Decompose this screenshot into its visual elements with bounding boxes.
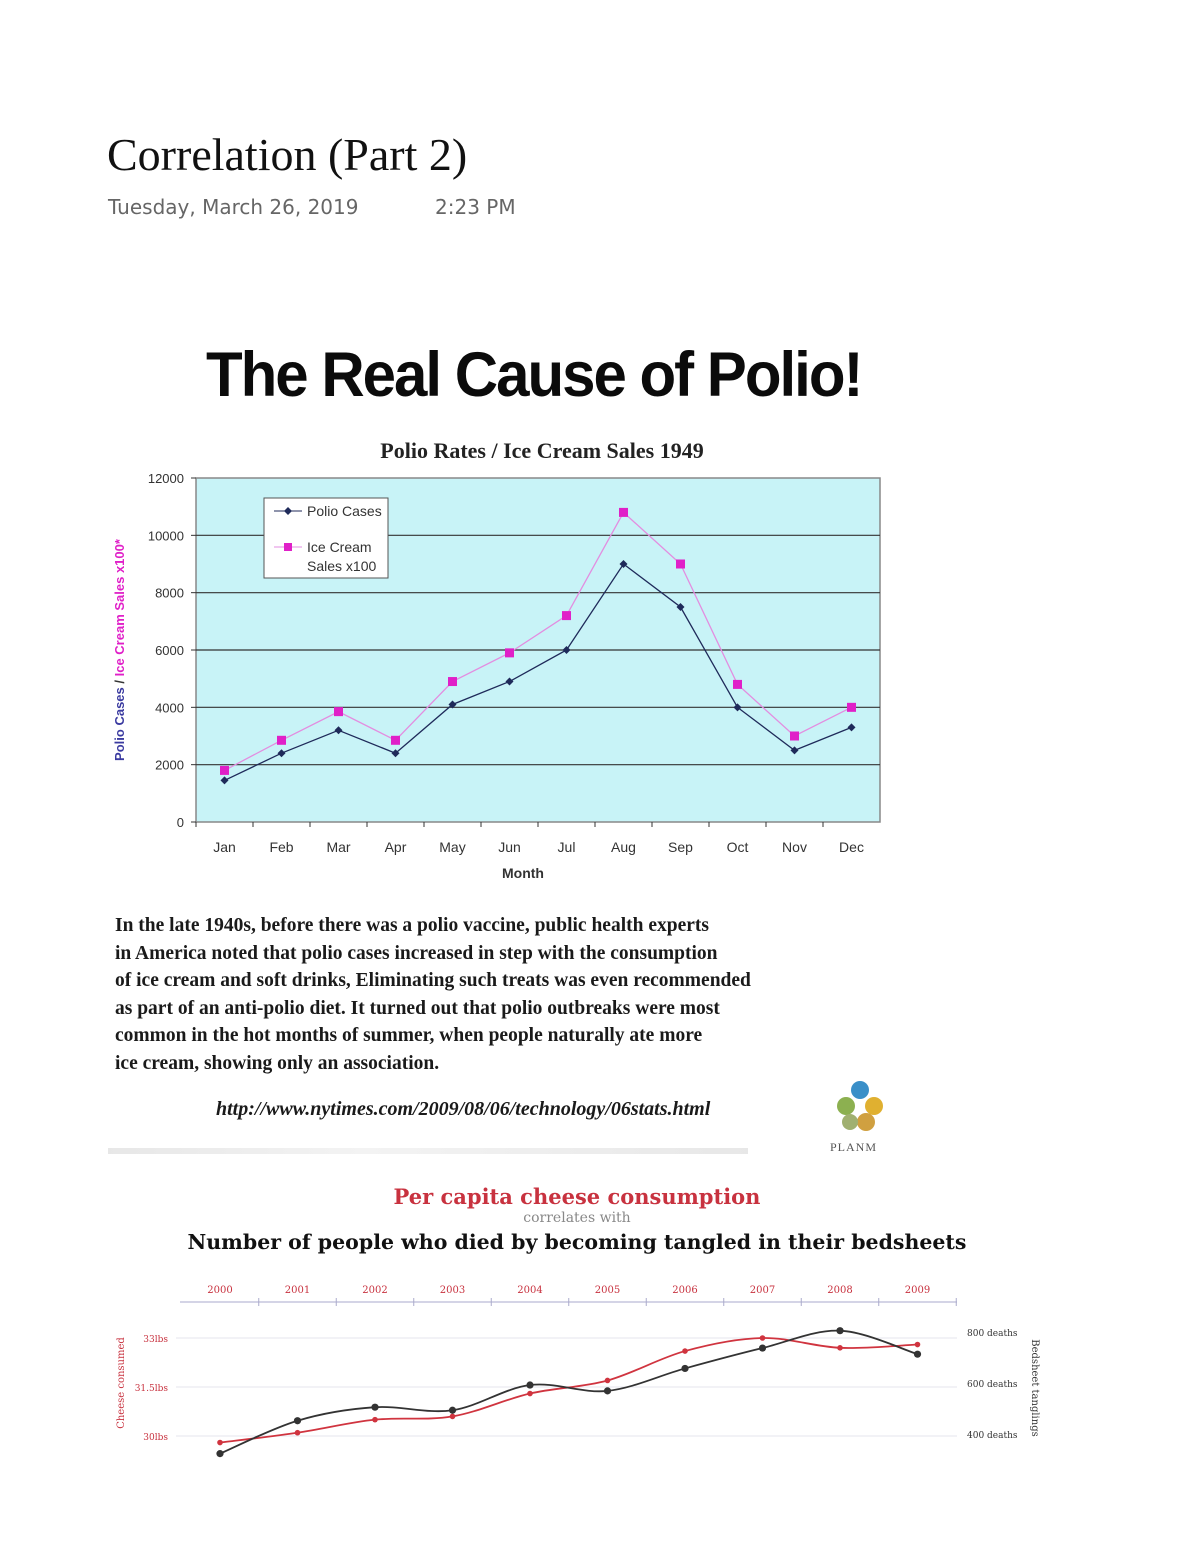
right-tick-label: 600 deaths (967, 1380, 1018, 1390)
caption-line: In the late 1940s, before there was a polio vaccine, public health experts (115, 915, 709, 936)
data-point-ice-cream (334, 707, 343, 716)
caption-line: common in the hot months of summer, when people naturally ate more (115, 1025, 703, 1046)
year-label: 2007 (749, 1285, 776, 1296)
x-tick-label: Jul (557, 839, 576, 855)
cheese-data-point (372, 1417, 378, 1423)
caption-line: of ice cream and soft drinks, Eliminating such treats was even recommended (115, 970, 751, 991)
right-tick-label: 800 deaths (967, 1329, 1018, 1339)
y-tick-label: 4000 (155, 700, 184, 716)
caption-line: in America noted that polio cases increased in step with the consumption (115, 942, 718, 964)
cheese-data-point (760, 1335, 766, 1341)
bedsheet-data-point (449, 1407, 456, 1414)
bedsheet-data-point (836, 1327, 843, 1334)
cheese-series-line (220, 1338, 918, 1443)
cheese-figure (112, 1178, 1042, 1443)
year-label: 2008 (827, 1285, 853, 1296)
bedsheet-data-point (216, 1450, 223, 1457)
figure-headline: The Real Cause of Polio! (206, 339, 862, 410)
cheese-chart-title: Per capita cheese consumption (393, 1184, 761, 1209)
x-tick-label: Jun (498, 839, 521, 855)
x-tick-label: Oct (726, 839, 749, 855)
right-tick-label: 400 deaths (967, 1431, 1018, 1441)
y-tick-label: 0 (176, 815, 184, 830)
data-point-ice-cream (505, 648, 514, 657)
y-tick-label: 6000 (155, 643, 184, 658)
cheese-data-point (915, 1342, 921, 1348)
data-point-ice-cream (676, 560, 685, 569)
cheese-chart (112, 1178, 1042, 1443)
data-point-ice-cream (562, 611, 571, 620)
left-tick-label: 31.5lbs (134, 1384, 168, 1394)
y-tick-label: 2000 (155, 757, 184, 773)
page-title: Correlation (Part 2) (107, 129, 468, 180)
logo-text: PLANM (830, 1140, 878, 1154)
legend-marker-ice-cream (284, 543, 292, 551)
figure-caption (115, 912, 905, 1077)
bedsheet-data-point (526, 1381, 533, 1388)
bedsheet-data-point (294, 1417, 301, 1424)
x-tick-label: Aug (611, 839, 636, 855)
bedsheet-data-point (681, 1365, 688, 1372)
cropped-strip (108, 1148, 748, 1154)
x-tick-label: Mar (326, 839, 351, 855)
data-point-ice-cream (220, 766, 229, 775)
year-label: 2003 (439, 1285, 466, 1296)
caption-line: ice cream, showing only an association. (115, 1052, 440, 1074)
legend-label-ice-cream: Ice Cream (307, 539, 372, 555)
legend-label-ice-cream: Sales x100 (307, 558, 377, 574)
bedsheet-data-point (914, 1351, 921, 1358)
cheese-data-point (837, 1345, 843, 1351)
caption-line: as part of an anti-polio diet. It turned out that polio outbreaks were most (115, 997, 720, 1019)
legend-label-polio: Polio Cases (307, 503, 382, 519)
x-tick-label: Feb (269, 839, 294, 855)
data-point-ice-cream (619, 508, 628, 517)
cheese-data-point (682, 1348, 688, 1354)
x-tick-label: Sep (668, 839, 693, 855)
data-point-ice-cream (448, 677, 457, 686)
cheese-chart-subtitle: correlates with (523, 1210, 631, 1226)
y-tick-label: 10000 (147, 528, 184, 544)
polio-figure (108, 312, 898, 1154)
page-time: 2:23 PM (435, 195, 516, 219)
left-tick-label: 30lbs (143, 1433, 168, 1443)
left-axis-label: Cheese consumed (116, 1337, 127, 1429)
cheese-data-point (450, 1414, 456, 1420)
y-tick-label: 12000 (147, 471, 184, 486)
chart-title: Polio Rates / Ice Cream Sales 1949 (380, 438, 704, 463)
bedsheet-data-point (604, 1387, 611, 1394)
x-tick-label: Apr (384, 839, 407, 855)
x-tick-label: Nov (782, 839, 807, 855)
x-tick-label: Jan (213, 839, 236, 855)
bedsheet-series-line (220, 1331, 918, 1454)
x-tick-label: Dec (839, 839, 864, 855)
bedsheet-data-point (759, 1344, 766, 1351)
data-point-ice-cream (277, 736, 286, 745)
y-axis-label: Polio Cases / Ice Cream Sales x100* (112, 539, 127, 761)
year-label: 2005 (594, 1285, 621, 1296)
year-label: 2004 (517, 1285, 543, 1296)
year-label: 2001 (284, 1285, 311, 1296)
cheese-chart-title2: Number of people who died by becoming tangled in their bedsheets (187, 1230, 967, 1254)
left-tick-label: 33lbs (143, 1335, 168, 1345)
y-tick-label: 8000 (155, 585, 184, 601)
year-label: 2000 (207, 1285, 233, 1296)
year-label: 2002 (362, 1285, 388, 1296)
cheese-data-point (605, 1378, 611, 1384)
bedsheet-data-point (371, 1404, 378, 1411)
right-axis-label: Bedsheet tanglings (1029, 1339, 1040, 1437)
data-point-ice-cream (391, 736, 400, 745)
page-date: Tuesday, March 26, 2019 (108, 195, 359, 219)
x-tick-label: May (439, 839, 466, 855)
data-point-ice-cream (847, 703, 856, 712)
x-axis-label: Month (502, 865, 544, 881)
year-label: 2009 (904, 1285, 931, 1296)
year-label: 2006 (672, 1285, 698, 1296)
cheese-data-point (527, 1391, 533, 1397)
source-url: http://www.nytimes.com/2009/08/06/technology/06stats.html (216, 1098, 711, 1120)
data-point-ice-cream (733, 680, 742, 689)
cheese-data-point (217, 1440, 223, 1446)
data-point-ice-cream (790, 732, 799, 741)
polio-chart (108, 312, 898, 892)
cheese-data-point (295, 1430, 301, 1436)
